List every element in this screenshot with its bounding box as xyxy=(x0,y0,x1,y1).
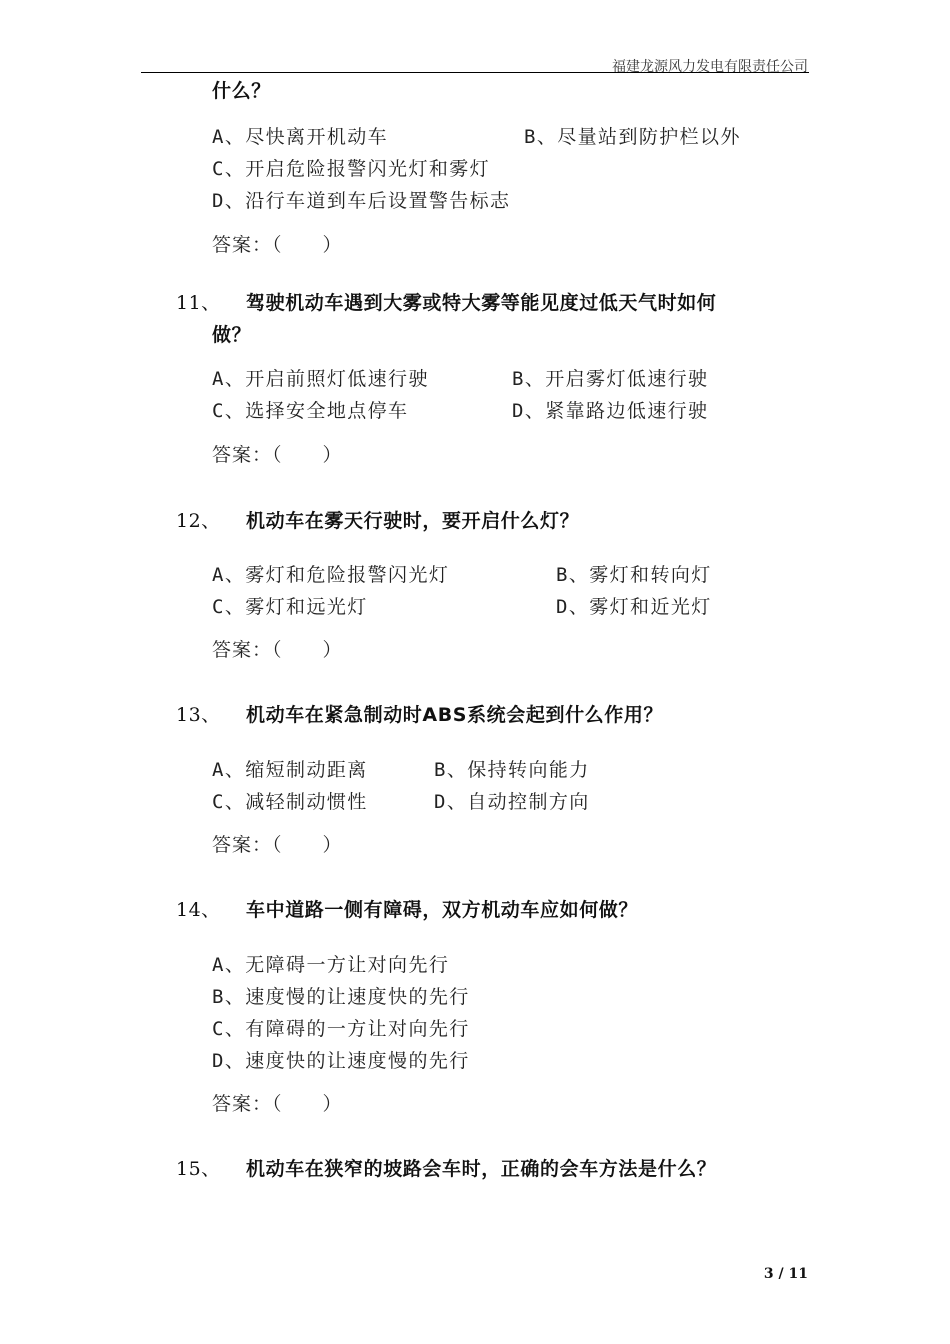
q12-option-c: C、雾灯和远光灯 xyxy=(212,596,368,618)
q11-answer: 答案：（ ） xyxy=(212,444,343,466)
q12-option-b: B、雾灯和转向灯 xyxy=(556,564,712,586)
q13-option-c: C、减轻制动惯性 xyxy=(212,791,368,813)
question-13-text: 机动车在紧急制动时ABS系统会起到什么作用？ xyxy=(246,704,664,726)
q11-option-c: C、选择安全地点停车 xyxy=(212,400,409,422)
q13-option-d: D、自动控制方向 xyxy=(434,791,590,813)
question-14-number: 14、 xyxy=(176,899,221,921)
q10-option-c: C、开启危险报警闪光灯和雾灯 xyxy=(212,158,491,180)
header-company-name: 福建龙源风力发电有限责任公司 xyxy=(612,59,808,75)
q10-option-d: D、沿行车道到车后设置警告标志 xyxy=(212,190,511,212)
q12-answer: 答案：（ ） xyxy=(212,639,343,661)
q10-option-a: A、尽快离开机动车 xyxy=(212,126,389,148)
q12-option-a: A、雾灯和危险报警闪光灯 xyxy=(212,564,450,586)
page-number: 3 / 11 xyxy=(763,1266,808,1282)
question-14-text: 车中道路一侧有障碍，双方机动车应如何做？ xyxy=(246,899,639,921)
q10-option-b: B、尽量站到防护栏以外 xyxy=(524,126,741,148)
q11-option-a: A、开启前照灯低速行驶 xyxy=(212,368,429,390)
q14-answer: 答案：（ ） xyxy=(212,1093,343,1115)
q13-option-b: B、保持转向能力 xyxy=(434,759,590,781)
q11-option-b: B、开启雾灯低速行驶 xyxy=(512,368,709,390)
q14-option-d: D、速度快的让速度慢的先行 xyxy=(212,1050,470,1072)
q13-answer: 答案：（ ） xyxy=(212,834,343,856)
q12-option-d: D、雾灯和近光灯 xyxy=(556,596,712,618)
question-13-number: 13、 xyxy=(176,704,221,726)
question-10-tail: 什么？ xyxy=(212,80,271,102)
question-12-number: 12、 xyxy=(176,510,221,532)
question-15-number: 15、 xyxy=(176,1158,221,1180)
q10-answer: 答案：（ ） xyxy=(212,234,343,256)
q14-option-b: B、速度慢的让速度快的先行 xyxy=(212,986,470,1008)
question-12-text: 机动车在雾天行驶时，要开启什么灯？ xyxy=(246,510,580,532)
header-divider xyxy=(141,72,809,73)
question-11-text-line1: 驾驶机动车遇到大雾或特大雾等能见度过低天气时如何 xyxy=(246,292,717,314)
question-11-number: 11、 xyxy=(176,292,221,314)
q11-option-d: D、紧靠路边低速行驶 xyxy=(512,400,709,422)
question-11-text-line2: 做？ xyxy=(212,324,252,346)
q13-option-a: A、缩短制动距离 xyxy=(212,759,368,781)
q14-option-c: C、有障碍的一方让对向先行 xyxy=(212,1018,470,1040)
question-15-text: 机动车在狭窄的坡路会车时，正确的会车方法是什么？ xyxy=(246,1158,717,1180)
q14-option-a: A、无障碍一方让对向先行 xyxy=(212,954,450,976)
